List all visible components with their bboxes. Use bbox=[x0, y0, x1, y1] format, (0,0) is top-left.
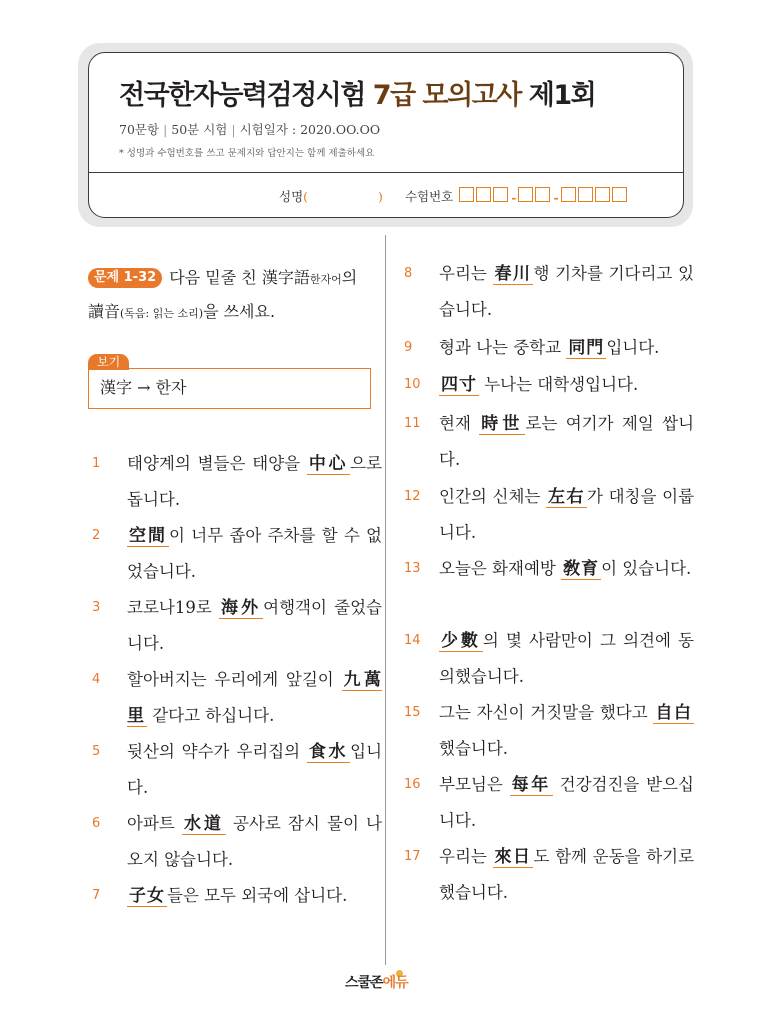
instruction-note-2: (독음: 읽는 소리) bbox=[120, 307, 204, 320]
question-text: 인간의 신체는 bbox=[439, 487, 547, 506]
hanja-word: 九萬里 bbox=[127, 670, 382, 726]
question-text: 도 함께 운동을 하기로 했습니다. bbox=[439, 847, 695, 902]
question-number: 8 bbox=[404, 266, 413, 281]
question-item bbox=[92, 806, 382, 878]
question-text: 코로나19로 bbox=[127, 598, 220, 617]
question-item bbox=[92, 518, 382, 590]
question-item bbox=[92, 878, 382, 914]
question-text: 부모님은 bbox=[439, 775, 510, 794]
question-text: 행 기차를 기다리고 있습니다. bbox=[439, 264, 695, 319]
question-range-badge: 문제 1-32 bbox=[88, 268, 162, 288]
instruction-text-3: 을 쓰세요. bbox=[203, 302, 276, 321]
question-number: 12 bbox=[404, 489, 421, 504]
question-item bbox=[404, 256, 694, 328]
question-number: 13 bbox=[404, 561, 421, 576]
question-text: 가 대칭을 이룹니다. bbox=[439, 487, 695, 542]
column-divider bbox=[385, 235, 386, 965]
instruction bbox=[88, 262, 373, 330]
hanja-word: 自白 bbox=[655, 703, 693, 723]
name-label: 성명 bbox=[279, 189, 304, 204]
exam-number-label: 수험번호 bbox=[404, 189, 454, 204]
question-number: 11 bbox=[404, 416, 421, 431]
title-grade: 7급 모의고사 bbox=[372, 80, 521, 111]
question-text: 입니다. bbox=[127, 742, 383, 797]
question-item bbox=[404, 479, 694, 551]
question-text: 으로 돕니다. bbox=[127, 454, 383, 509]
hanja-word: 敎育 bbox=[563, 559, 600, 579]
logo-accent: 에듀 bbox=[382, 975, 408, 991]
exam-number-boxes[interactable]: - - bbox=[459, 187, 628, 205]
question-item bbox=[404, 767, 694, 839]
hanja-word: 春川 bbox=[494, 264, 532, 284]
question-number: 17 bbox=[404, 849, 421, 864]
hanja-word: 食水 bbox=[308, 742, 349, 762]
question-text: 들은 모두 외국에 삽니다. bbox=[167, 886, 348, 905]
question-text: 뒷산의 약수가 우리집의 bbox=[127, 742, 307, 761]
question-number: 7 bbox=[92, 888, 101, 903]
name-field[interactable]: ( ) bbox=[303, 188, 383, 204]
exam-date: 시험일자 : 2020.OO.OO bbox=[239, 122, 381, 137]
question-item bbox=[404, 330, 694, 366]
hanja-word: 少數 bbox=[441, 631, 481, 651]
hanja-word: 每年 bbox=[511, 775, 551, 795]
exam-header bbox=[88, 52, 684, 218]
title-main: 전국한자능력검정시험 bbox=[119, 80, 365, 111]
example-content: 漢字 → 한자 bbox=[100, 378, 187, 397]
question-number: 5 bbox=[92, 744, 101, 759]
question-item bbox=[92, 734, 382, 806]
hanja-word: 同門 bbox=[568, 338, 605, 358]
question-text: 로는 여기가 제일 쌉니다. bbox=[439, 414, 695, 469]
hanja-word: 時世 bbox=[481, 414, 524, 434]
hanja-word: 中心 bbox=[308, 454, 349, 474]
example-box bbox=[88, 368, 371, 409]
question-text: 누나는 대학생입니다. bbox=[479, 375, 639, 394]
question-number: 14 bbox=[404, 633, 421, 648]
hanja-word: 四寸 bbox=[441, 375, 477, 395]
hanja-word: 水道 bbox=[183, 814, 224, 834]
question-number: 4 bbox=[92, 672, 101, 687]
question-number: 9 bbox=[404, 340, 413, 355]
question-text: 했습니다. bbox=[439, 739, 509, 758]
question-text: 건강검진을 받으십니다. bbox=[439, 775, 694, 830]
question-item bbox=[404, 623, 694, 695]
question-item bbox=[92, 446, 382, 518]
header-divider bbox=[89, 172, 683, 173]
question-item bbox=[404, 839, 694, 911]
question-text: 형과 나는 중학교 bbox=[439, 338, 567, 357]
question-item bbox=[92, 662, 382, 734]
question-item bbox=[404, 695, 694, 767]
question-text: 태양계의 별들은 태양을 bbox=[127, 454, 307, 473]
question-number: 15 bbox=[404, 705, 421, 720]
question-item bbox=[404, 406, 694, 478]
question-number: 2 bbox=[92, 528, 101, 543]
hanja-word: 來日 bbox=[494, 847, 532, 867]
question-item bbox=[404, 367, 694, 403]
instruction-text-2: 의 讀音 bbox=[88, 268, 358, 321]
question-text: 할아버지는 우리에게 앞길이 bbox=[127, 670, 342, 689]
footer-logo bbox=[345, 972, 408, 992]
question-count: 70문항 bbox=[119, 122, 160, 137]
question-item bbox=[404, 551, 694, 587]
question-text: 이 너무 좁아 주차를 할 수 없었습니다. bbox=[127, 526, 382, 581]
exam-duration: 50분 시험 bbox=[171, 122, 228, 137]
question-number: 16 bbox=[404, 777, 421, 792]
question-number: 1 bbox=[92, 456, 101, 471]
question-text: 현재 bbox=[439, 414, 480, 433]
hanja-word: 子女 bbox=[129, 886, 165, 906]
question-text: 입니다. bbox=[606, 338, 660, 357]
submit-notice: * 성명과 수험번호를 쓰고 문제지와 답안지는 함께 제출하세요 bbox=[119, 148, 375, 159]
question-text: 우리는 bbox=[439, 847, 493, 866]
exam-title bbox=[119, 73, 595, 112]
question-text: 오늘은 화재예방 bbox=[439, 559, 562, 578]
hanja-word: 空間 bbox=[129, 526, 168, 546]
logo-main: 스쿨존 bbox=[345, 975, 383, 991]
question-text: 의 몇 사람만이 그 의견에 동의했습니다. bbox=[439, 631, 694, 686]
question-number: 10 bbox=[404, 377, 421, 392]
name-row bbox=[279, 187, 629, 205]
exam-info: 70문항 | 50분 시험 | 시험일자 : 2020.OO.OO bbox=[119, 122, 381, 137]
hanja-word: 海外 bbox=[221, 598, 262, 618]
question-number: 6 bbox=[92, 816, 101, 831]
question-text: 같다고 하십니다. bbox=[147, 706, 275, 725]
question-text: 여행객이 줄었습니다. bbox=[127, 598, 383, 653]
example-label: 보기 bbox=[88, 354, 129, 370]
question-text: 아파트 bbox=[127, 814, 182, 833]
hanja-word: 左右 bbox=[548, 487, 585, 507]
instruction-note-1: 한자어 bbox=[309, 273, 342, 286]
instruction-text-1: 다음 밑줄 친 漢字語 bbox=[169, 268, 310, 287]
question-text: 공사로 잠시 물이 나오지 않습니다. bbox=[127, 814, 382, 869]
title-round: 제1회 bbox=[528, 80, 596, 111]
question-number: 3 bbox=[92, 600, 101, 615]
question-text: 그는 자신이 거짓말을 했다고 bbox=[439, 703, 654, 722]
question-text: 이 있습니다. bbox=[601, 559, 692, 578]
question-text: 우리는 bbox=[439, 264, 493, 283]
question-item bbox=[92, 590, 382, 662]
